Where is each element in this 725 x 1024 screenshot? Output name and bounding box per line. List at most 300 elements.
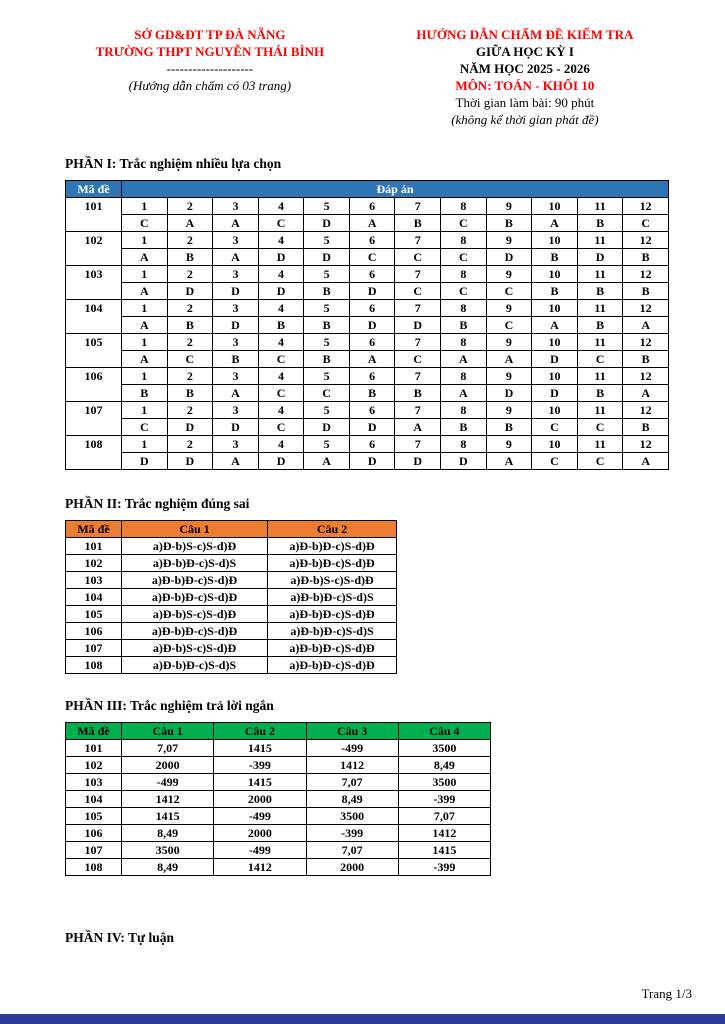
answer-key-row (66, 555, 397, 572)
question-number-cell: 12 (623, 402, 669, 419)
answer-cell: A (213, 215, 259, 232)
answer-cell: B (167, 249, 213, 266)
short-answer-cell: -399 (398, 791, 490, 808)
answer-cell: A (623, 385, 669, 402)
answer-cell: A (623, 317, 669, 334)
question-number-cell: 2 (167, 266, 213, 283)
question-number-cell: 9 (486, 402, 532, 419)
answer-key-row (66, 859, 491, 876)
answer-cell: C (258, 215, 304, 232)
answer-cell: B (441, 317, 487, 334)
question-number-cell: 6 (349, 368, 395, 385)
true-false-answer-cell: a)Đ-b)Đ-c)S-d)Đ (268, 657, 397, 674)
code-column-header: Mã đề (66, 723, 122, 740)
short-answer-cell: 2000 (306, 859, 398, 876)
answer-cell: D (304, 419, 350, 436)
answer-cell: B (623, 283, 669, 300)
short-answer-cell: 8,49 (122, 825, 214, 842)
question-number-cell: 7 (395, 232, 441, 249)
question-number-cell: 10 (532, 368, 578, 385)
answer-cell: C (623, 215, 669, 232)
answer-key-row (66, 757, 491, 774)
question-number-cell: 8 (441, 436, 487, 453)
answer-cell: B (258, 317, 304, 334)
short-answer-cell: 3500 (306, 808, 398, 825)
exam-code-cell: 105 (66, 808, 122, 825)
answer-key-row (66, 640, 397, 657)
question2-column-header: Câu 2 (268, 521, 397, 538)
part1-title: PHẦN I: Trắc nghiệm nhiều lựa chọn (65, 156, 282, 171)
question-number-cell: 3 (213, 368, 259, 385)
question-number-row (66, 232, 669, 249)
question-number-cell: 4 (258, 334, 304, 351)
answer-cell: A (213, 453, 259, 470)
answer-key-row (66, 606, 397, 623)
true-false-answer-cell: a)Đ-b)Đ-c)S-d)Đ (122, 572, 268, 589)
short-answer-cell: 8,49 (306, 791, 398, 808)
answer-cell: A (304, 453, 350, 470)
question-number-cell: 2 (167, 232, 213, 249)
question-number-cell: 9 (486, 232, 532, 249)
question-number-row (66, 198, 669, 215)
question-number-cell: 9 (486, 334, 532, 351)
answer-key-row (66, 774, 491, 791)
header-divider: -------------------- (166, 61, 254, 76)
exam-code-cell: 105 (66, 334, 122, 368)
multiple-choice-answer-table (65, 180, 669, 470)
answer-cell: B (623, 351, 669, 368)
question-number-cell: 9 (486, 436, 532, 453)
answer-cell: B (623, 419, 669, 436)
question-number-cell: 3 (213, 334, 259, 351)
answer-cell: C (577, 453, 623, 470)
answer-cell: C (395, 249, 441, 266)
short-answer-cell: -499 (122, 774, 214, 791)
question-number-cell: 5 (304, 266, 350, 283)
answer-row (66, 283, 669, 300)
short-answer-cell: 1412 (122, 791, 214, 808)
answer-cell: A (349, 215, 395, 232)
answer-cell: C (304, 385, 350, 402)
answer-cell: A (532, 215, 578, 232)
answer-key-row (66, 657, 397, 674)
short-answer-cell: -499 (214, 808, 306, 825)
question-number-cell: 7 (395, 334, 441, 351)
question-number-cell: 8 (441, 198, 487, 215)
question-number-cell: 4 (258, 436, 304, 453)
short-answer-cell: -399 (214, 757, 306, 774)
question-number-cell: 5 (304, 402, 350, 419)
part3-title: PHẦN III: Trắc nghiệm trả lời ngắn (65, 698, 274, 713)
answer-cell: A (441, 351, 487, 368)
question-number-cell: 5 (304, 436, 350, 453)
question-number-cell: 7 (395, 266, 441, 283)
question-number-cell: 6 (349, 198, 395, 215)
question-number-cell: 2 (167, 368, 213, 385)
question-number-cell: 4 (258, 266, 304, 283)
question-number-cell: 1 (122, 266, 168, 283)
question-number-cell: 7 (395, 300, 441, 317)
question-number-cell: 11 (577, 402, 623, 419)
document-title: HƯỚNG DẪN CHẤM ĐỀ KIỂM TRA (416, 27, 634, 42)
question-number-cell: 10 (532, 402, 578, 419)
exam-code-cell: 104 (66, 589, 122, 606)
question-number-cell: 11 (577, 334, 623, 351)
question-number-cell: 4 (258, 368, 304, 385)
answer-cell: C (122, 419, 168, 436)
short-answer-cell: 2000 (214, 825, 306, 842)
question-number-cell: 10 (532, 198, 578, 215)
question-number-cell: 4 (258, 232, 304, 249)
question-number-cell: 3 (213, 232, 259, 249)
exam-code-cell: 101 (66, 198, 122, 232)
answer-cell: C (577, 419, 623, 436)
short-answer-cell: 2000 (214, 791, 306, 808)
short-answer-cell: 1412 (398, 825, 490, 842)
question-number-cell: 7 (395, 368, 441, 385)
answer-key-row (66, 572, 397, 589)
answer-cell: B (532, 283, 578, 300)
answer-cell: D (349, 317, 395, 334)
table3-header-row (66, 723, 491, 740)
true-false-answer-cell: a)Đ-b)S-c)S-d)Đ (122, 538, 268, 555)
question-number-cell: 1 (122, 436, 168, 453)
question-number-cell: 12 (623, 198, 669, 215)
answer-row (66, 249, 669, 266)
answer-key-row (66, 538, 397, 555)
answer-cell: C (167, 351, 213, 368)
question-number-row (66, 334, 669, 351)
question2-column-header: Câu 2 (214, 723, 306, 740)
question-number-cell: 3 (213, 300, 259, 317)
exam-code-cell: 101 (66, 740, 122, 757)
part4-title: PHẦN IV: Tự luận (65, 930, 175, 945)
exam-code-cell: 106 (66, 623, 122, 640)
short-answer-cell: 7,07 (398, 808, 490, 825)
answer-cell: A (122, 249, 168, 266)
answer-cell: A (122, 317, 168, 334)
true-false-answer-cell: a)Đ-b)Đ-c)S-d)S (122, 657, 268, 674)
question-number-cell: 8 (441, 300, 487, 317)
question-number-cell: 8 (441, 402, 487, 419)
answer-key-row (66, 740, 491, 757)
page-number: Trang 1/3 (641, 986, 692, 1001)
short-answer-cell: 3500 (398, 774, 490, 791)
short-answer-cell: 7,07 (306, 842, 398, 859)
exam-code-cell: 103 (66, 774, 122, 791)
short-answer-cell: 1415 (214, 740, 306, 757)
bottom-blue-bar (0, 1014, 725, 1024)
question4-column-header: Câu 4 (398, 723, 490, 740)
answer-cell: C (349, 249, 395, 266)
question-number-cell: 8 (441, 368, 487, 385)
question-number-cell: 6 (349, 266, 395, 283)
answer-cell: B (395, 385, 441, 402)
question-number-cell: 6 (349, 436, 395, 453)
short-answer-cell: 7,07 (122, 740, 214, 757)
answer-row (66, 351, 669, 368)
answer-cell: B (577, 215, 623, 232)
short-answer-cell: 1415 (214, 774, 306, 791)
answer-cell: A (122, 283, 168, 300)
answer-row (66, 419, 669, 436)
header-left-block (65, 26, 355, 128)
question-number-cell: 12 (623, 232, 669, 249)
question-number-row (66, 402, 669, 419)
answer-cell: B (577, 283, 623, 300)
question1-column-header: Câu 1 (122, 521, 268, 538)
answer-cell: C (441, 215, 487, 232)
table1-header-row (66, 181, 669, 198)
short-answer-cell: 7,07 (306, 774, 398, 791)
answer-cell: B (304, 317, 350, 334)
short-answer-cell: 1415 (398, 842, 490, 859)
true-false-answer-cell: a)Đ-b)Đ-c)S-d)Đ (268, 606, 397, 623)
question-number-cell: 1 (122, 198, 168, 215)
answer-cell: D (395, 317, 441, 334)
question3-column-header: Câu 3 (306, 723, 398, 740)
true-false-answer-cell: a)Đ-b)Đ-c)S-d)S (122, 555, 268, 572)
answer-cell: D (258, 283, 304, 300)
pages-note: (Hướng dẫn chấm có 03 trang) (128, 78, 292, 93)
question-number-cell: 4 (258, 198, 304, 215)
answer-cell: B (349, 385, 395, 402)
question-number-cell: 5 (304, 198, 350, 215)
answer-cell: B (486, 215, 532, 232)
short-answer-cell: 3500 (122, 842, 214, 859)
exam-code-cell: 103 (66, 572, 122, 589)
question-number-cell: 8 (441, 232, 487, 249)
answer-cell: B (395, 215, 441, 232)
exam-code-cell: 101 (66, 538, 122, 555)
question-number-row (66, 368, 669, 385)
question-number-row (66, 266, 669, 283)
question-number-cell: 11 (577, 232, 623, 249)
answer-cell: A (213, 385, 259, 402)
answer-cell: C (532, 453, 578, 470)
short-answer-cell: 1412 (214, 859, 306, 876)
answer-cell: D (395, 453, 441, 470)
answer-key-row (66, 808, 491, 825)
answer-cell: D (486, 249, 532, 266)
exam-term: GIỮA HỌC KỲ I (475, 44, 574, 59)
answer-key-row (66, 825, 491, 842)
answer-row (66, 317, 669, 334)
question-number-cell: 11 (577, 300, 623, 317)
question-number-cell: 1 (122, 402, 168, 419)
answer-cell: A (349, 351, 395, 368)
answer-cell: D (213, 317, 259, 334)
school-name: TRƯỜNG THPT NGUYỄN THÁI BÌNH (95, 44, 325, 59)
short-answer-cell: 2000 (122, 757, 214, 774)
question-number-cell: 4 (258, 402, 304, 419)
answer-cell: D (349, 419, 395, 436)
question-number-cell: 1 (122, 300, 168, 317)
answer-key-row (66, 791, 491, 808)
answer-cell: C (577, 351, 623, 368)
subject-line: MÔN: TOÁN - KHỐI 10 (455, 78, 595, 93)
answer-cell: B (532, 249, 578, 266)
question-number-cell: 8 (441, 266, 487, 283)
exam-code-cell: 103 (66, 266, 122, 300)
question1-column-header: Câu 1 (122, 723, 214, 740)
short-answer-cell: 8,49 (398, 757, 490, 774)
question-number-cell: 2 (167, 334, 213, 351)
answers-column-header: Đáp án (122, 181, 669, 198)
question-number-cell: 12 (623, 368, 669, 385)
question-number-cell: 3 (213, 198, 259, 215)
answer-cell: B (486, 419, 532, 436)
answer-cell: B (304, 351, 350, 368)
answer-cell: B (304, 283, 350, 300)
answer-cell: D (577, 249, 623, 266)
question-number-cell: 9 (486, 266, 532, 283)
question-number-cell: 7 (395, 198, 441, 215)
short-answer-cell: 1415 (122, 808, 214, 825)
duration-note: (không kể thời gian phát đề) (451, 112, 599, 127)
answer-cell: D (167, 453, 213, 470)
question-number-cell: 5 (304, 334, 350, 351)
short-answer-table (65, 722, 491, 876)
question-number-cell: 5 (304, 300, 350, 317)
department-name: SỞ GD&ĐT TP ĐÀ NẴNG (134, 27, 286, 42)
answer-cell: B (441, 419, 487, 436)
table2-header-row (66, 521, 397, 538)
question-number-cell: 10 (532, 334, 578, 351)
question-number-cell: 3 (213, 266, 259, 283)
answer-cell: D (258, 249, 304, 266)
exam-code-cell: 104 (66, 791, 122, 808)
question-number-cell: 10 (532, 300, 578, 317)
code-column-header: Mã đề (66, 521, 122, 538)
answer-row (66, 215, 669, 232)
answer-cell: A (623, 453, 669, 470)
answer-cell: B (213, 351, 259, 368)
exam-code-cell: 108 (66, 436, 122, 470)
answer-cell: D (304, 215, 350, 232)
question-number-cell: 9 (486, 300, 532, 317)
question-number-cell: 4 (258, 300, 304, 317)
question-number-row (66, 300, 669, 317)
true-false-answer-cell: a)Đ-b)S-c)S-d)Đ (122, 606, 268, 623)
answer-cell: B (623, 249, 669, 266)
true-false-answer-cell: a)Đ-b)S-c)S-d)Đ (268, 572, 397, 589)
answer-cell: C (258, 385, 304, 402)
true-false-answer-cell: a)Đ-b)Đ-c)S-d)Đ (268, 640, 397, 657)
short-answer-cell: -399 (306, 825, 398, 842)
question-number-cell: 9 (486, 198, 532, 215)
question-number-cell: 1 (122, 368, 168, 385)
answer-cell: B (167, 385, 213, 402)
answer-cell: A (486, 351, 532, 368)
question-number-cell: 6 (349, 232, 395, 249)
answer-cell: C (258, 419, 304, 436)
true-false-answer-cell: a)Đ-b)Đ-c)S-d)S (268, 589, 397, 606)
question-number-cell: 2 (167, 300, 213, 317)
question-number-cell: 6 (349, 402, 395, 419)
true-false-answer-cell: a)Đ-b)Đ-c)S-d)Đ (122, 589, 268, 606)
question-number-cell: 6 (349, 300, 395, 317)
question-number-cell: 8 (441, 334, 487, 351)
answer-key-row (66, 589, 397, 606)
answer-cell: C (532, 419, 578, 436)
answer-cell: A (532, 317, 578, 334)
code-column-header: Mã đề (66, 181, 122, 198)
question-number-cell: 12 (623, 436, 669, 453)
answer-row (66, 385, 669, 402)
short-answer-cell: 1412 (306, 757, 398, 774)
true-false-answer-cell: a)Đ-b)S-c)S-d)Đ (122, 640, 268, 657)
question-number-cell: 11 (577, 368, 623, 385)
part2-title: PHẦN II: Trắc nghiệm đúng sai (65, 496, 250, 511)
short-answer-cell: 8,49 (122, 859, 214, 876)
true-false-answer-cell: a)Đ-b)Đ-c)S-d)Đ (268, 538, 397, 555)
exam-code-cell: 108 (66, 859, 122, 876)
true-false-answer-table (65, 520, 397, 674)
answer-cell: C (395, 351, 441, 368)
answer-cell: B (167, 317, 213, 334)
answer-cell: A (395, 419, 441, 436)
answer-cell: D (349, 453, 395, 470)
answer-row (66, 453, 669, 470)
exam-code-cell: 107 (66, 842, 122, 859)
answer-cell: D (486, 385, 532, 402)
question-number-cell: 10 (532, 232, 578, 249)
answer-key-row (66, 842, 491, 859)
answer-cell: A (441, 385, 487, 402)
answer-cell: D (213, 419, 259, 436)
answer-key-row (66, 623, 397, 640)
answer-cell: C (486, 317, 532, 334)
exam-code-cell: 108 (66, 657, 122, 674)
answer-cell: C (258, 351, 304, 368)
question-number-cell: 2 (167, 198, 213, 215)
answer-cell: D (441, 453, 487, 470)
answer-cell: B (577, 385, 623, 402)
question-number-cell: 10 (532, 436, 578, 453)
question-number-cell: 10 (532, 266, 578, 283)
question-number-cell: 3 (213, 436, 259, 453)
question-number-cell: 7 (395, 402, 441, 419)
short-answer-cell: -499 (306, 740, 398, 757)
question-number-cell: 12 (623, 300, 669, 317)
question-number-cell: 2 (167, 402, 213, 419)
question-number-cell: 5 (304, 368, 350, 385)
true-false-answer-cell: a)Đ-b)Đ-c)S-d)Đ (268, 555, 397, 572)
question-number-cell: 2 (167, 436, 213, 453)
question-number-cell: 11 (577, 266, 623, 283)
answer-cell: D (258, 453, 304, 470)
answer-cell: C (395, 283, 441, 300)
answer-cell: D (122, 453, 168, 470)
answer-cell: C (122, 215, 168, 232)
exam-code-cell: 105 (66, 606, 122, 623)
answer-cell: D (532, 385, 578, 402)
exam-code-cell: 106 (66, 368, 122, 402)
exam-code-cell: 107 (66, 402, 122, 436)
question-number-row (66, 436, 669, 453)
question-number-cell: 11 (577, 198, 623, 215)
answer-cell: C (441, 249, 487, 266)
question-number-cell: 9 (486, 368, 532, 385)
exam-code-cell: 102 (66, 232, 122, 266)
exam-code-cell: 102 (66, 757, 122, 774)
answer-cell: B (577, 317, 623, 334)
question-number-cell: 6 (349, 334, 395, 351)
question-number-cell: 1 (122, 232, 168, 249)
answer-cell: C (441, 283, 487, 300)
short-answer-cell: 3500 (398, 740, 490, 757)
